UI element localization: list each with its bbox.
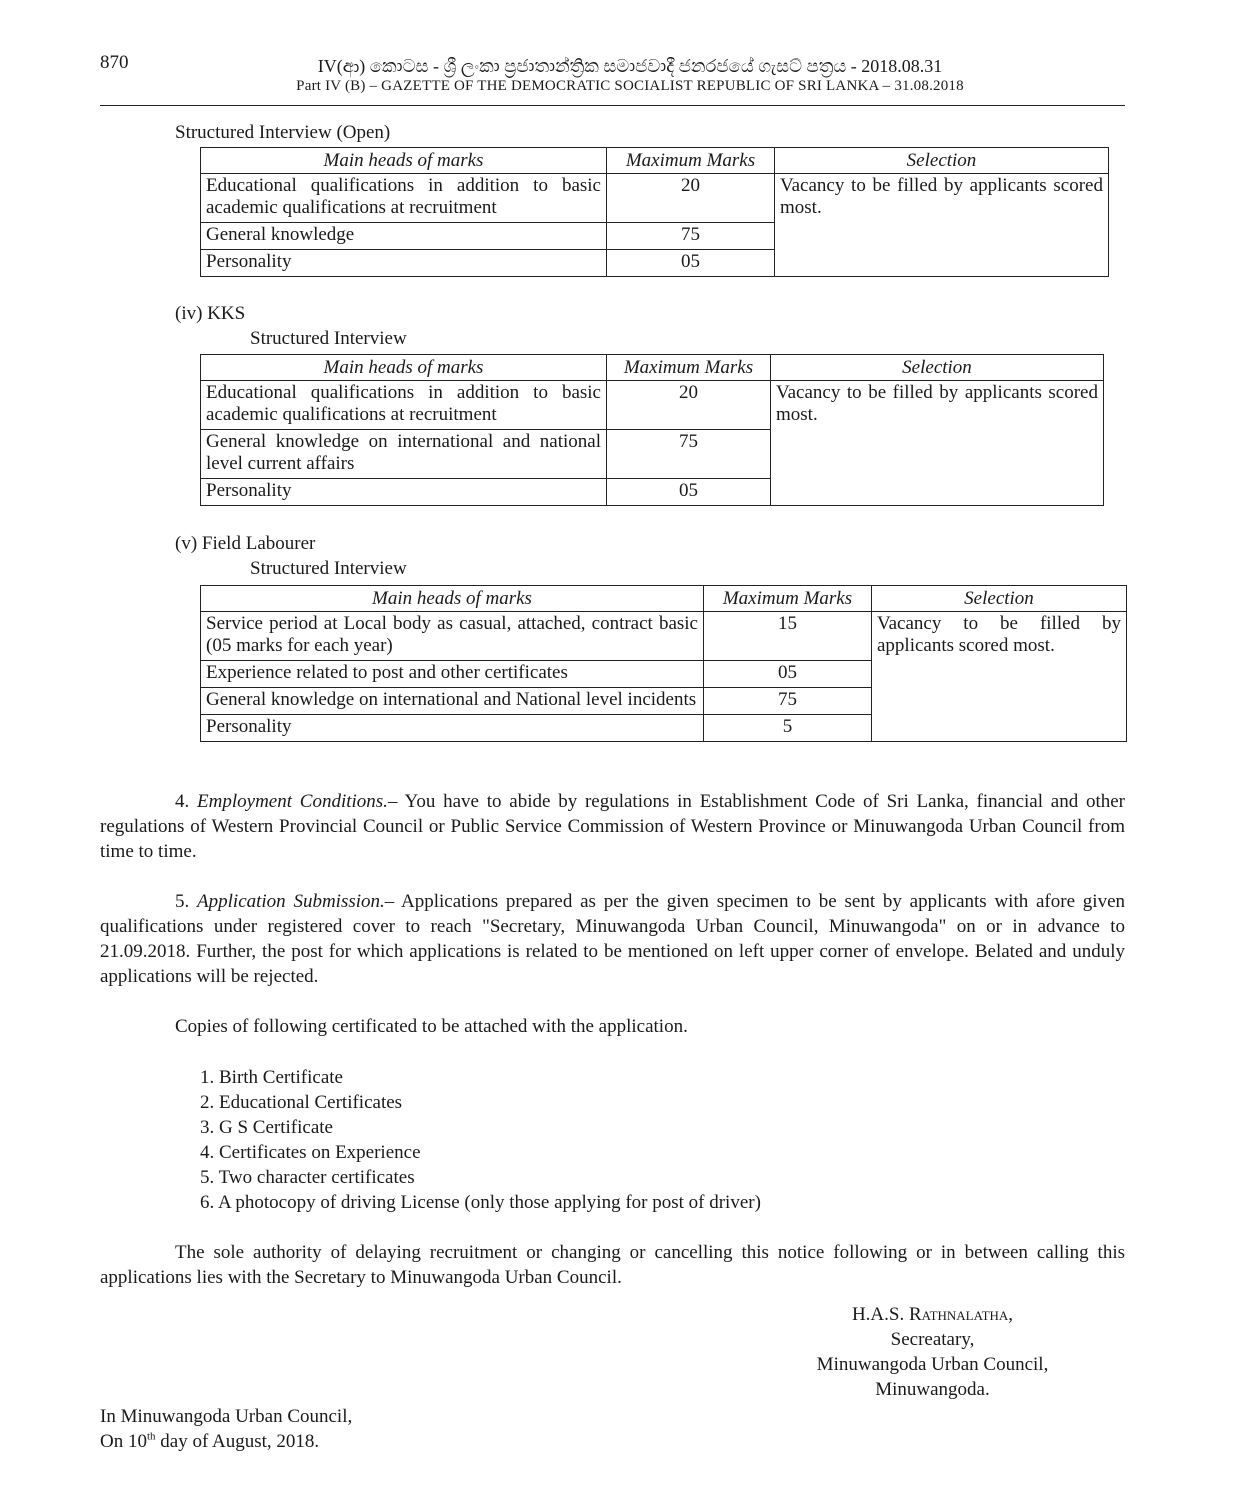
max-marks-cell: 20 (607, 381, 771, 430)
column-header: Maximum Marks (607, 148, 775, 174)
signatory-organization: Minuwangoda Urban Council, (816, 1354, 1049, 1375)
section-title-field-labourer: (v) Field Labourer (175, 533, 316, 554)
mark-head-cell: Experience related to post and other certificates (201, 661, 704, 688)
table-row (201, 174, 1109, 223)
list-item: 4. Certificates on Experience (200, 1142, 421, 1163)
mark-head-cell: Educational qualifications in addition to basic academic qualifications at recruitment (201, 381, 607, 430)
column-header: Main heads of marks (201, 355, 607, 381)
footer-date: On 10th day of August, 2018. (100, 1430, 320, 1452)
column-header: Maximum Marks (607, 355, 771, 381)
mark-head-cell: Educational qualifications in addition to basic academic qualifications at recruitment (201, 174, 607, 223)
max-marks-cell: 75 (607, 430, 771, 479)
table-header-row (201, 148, 1109, 174)
paragraph-final-authority (100, 1240, 1125, 1290)
column-header: Selection (775, 148, 1109, 174)
section-title-kks: (iv) KKS (175, 303, 246, 324)
max-marks-cell: 05 (607, 250, 775, 277)
section-subtitle-field-labourer: Structured Interview (250, 558, 407, 579)
mark-head-cell: Personality (201, 715, 704, 742)
mark-head-cell: General knowledge on international and national level current affairs (201, 430, 607, 479)
list-item: 5. Two character certificates (200, 1167, 415, 1188)
table-row (201, 612, 1127, 661)
selection-cell: Vacancy to be filled by applicants scored most. (771, 381, 1104, 506)
max-marks-cell: 05 (704, 661, 872, 688)
signatory-name: H.A.S. Rathnalatha, (851, 1304, 1014, 1325)
column-header: Selection (872, 586, 1127, 612)
paragraph-copies-intro (100, 1014, 1125, 1039)
table-header-row (201, 586, 1127, 612)
paragraph-application-submission (100, 889, 1125, 989)
page-number: 870 (100, 52, 129, 73)
paragraph-number: 4. (175, 791, 190, 812)
mark-head-cell: Personality (201, 250, 607, 277)
column-header: Main heads of marks (201, 148, 607, 174)
max-marks-cell: 5 (704, 715, 872, 742)
section-subtitle-kks: Structured Interview (250, 328, 407, 349)
mark-head-cell: Service period at Local body as casual, attached, contract basic (05 marks for each year) (201, 612, 704, 661)
gazette-header-english: Part IV (B) – GAZETTE OF THE DEMOCRATIC SOCIALIST REPUBLIC OF SRI LANKA – 31.08.2018 (296, 78, 964, 94)
column-header: Selection (771, 355, 1104, 381)
table-header-row (201, 355, 1104, 381)
max-marks-cell: 15 (704, 612, 872, 661)
signatory-place: Minuwangoda. (875, 1379, 990, 1400)
column-header: Main heads of marks (201, 586, 704, 612)
paragraph-heading: Employment Conditions. (197, 791, 388, 812)
paragraph-text: – You have to abide by regulations in Establishment Code of Sri Lanka, financial and other regulations of Western Provincial Council or Public Service Commission of Western Province or Minuwangoda Urban Council from time to time. (100, 791, 1126, 862)
marks-table-kks (200, 354, 1104, 506)
gazette-header-sinhala: IV(ආ) කොටස - ශ්‍රී ලංකා ප්‍රජාතාන්ත්‍රික සමාජවාදී ජනරජයේ ගැසට් පත්‍රය - 2018.08.31 (317, 56, 943, 76)
list-item: 2. Educational Certificates (200, 1092, 403, 1113)
signatory-title: Secreatary, (890, 1329, 975, 1350)
max-marks-cell: 75 (704, 688, 872, 715)
selection-cell: Vacancy to be filled by applicants scored most. (872, 612, 1127, 742)
mark-head-cell: General knowledge (201, 223, 607, 250)
max-marks-cell: 20 (607, 174, 775, 223)
paragraph-employment-conditions (100, 789, 1125, 864)
list-item: 1. Birth Certificate (200, 1067, 343, 1088)
list-item: 3. G S Certificate (200, 1117, 333, 1138)
table-row (201, 381, 1104, 430)
column-header: Maximum Marks (704, 586, 872, 612)
section-title-open: Structured Interview (Open) (175, 122, 391, 143)
list-item: 6. A photocopy of driving License (only those applying for post of driver) (200, 1192, 761, 1213)
mark-head-cell: Personality (201, 479, 607, 506)
paragraph-text: – Applications prepared as per the given specimen to be sent by applicants with afore given qualifications under registered cover to reach "Secretary, Minuwangoda Urban Council, Minuwangoda" on or in advance to 21.09.2018. Further, the post for which applications is related to be mentioned on left upper corner of envelope. Belated and unduly applications will be rejected. (100, 891, 1125, 987)
paragraph-text: Copies of following certificated to be attached with the application. (175, 1016, 688, 1037)
paragraph-number: 5. (175, 891, 190, 912)
max-marks-cell: 75 (607, 223, 775, 250)
header-divider (100, 105, 1125, 106)
marks-table-open (200, 147, 1109, 277)
max-marks-cell: 05 (607, 479, 771, 506)
marks-table-field-labourer (200, 585, 1127, 742)
mark-head-cell: General knowledge on international and National level incidents (201, 688, 704, 715)
paragraph-heading: Application Submission. (197, 891, 385, 912)
footer-location: In Minuwangoda Urban Council, (100, 1406, 353, 1427)
selection-cell: Vacancy to be filled by applicants scored most. (775, 174, 1109, 277)
paragraph-text: The sole authority of delaying recruitment or changing or cancelling this notice following or in between calling this applications lies with the Secretary to Minuwangoda Urban Council. (100, 1242, 1125, 1288)
